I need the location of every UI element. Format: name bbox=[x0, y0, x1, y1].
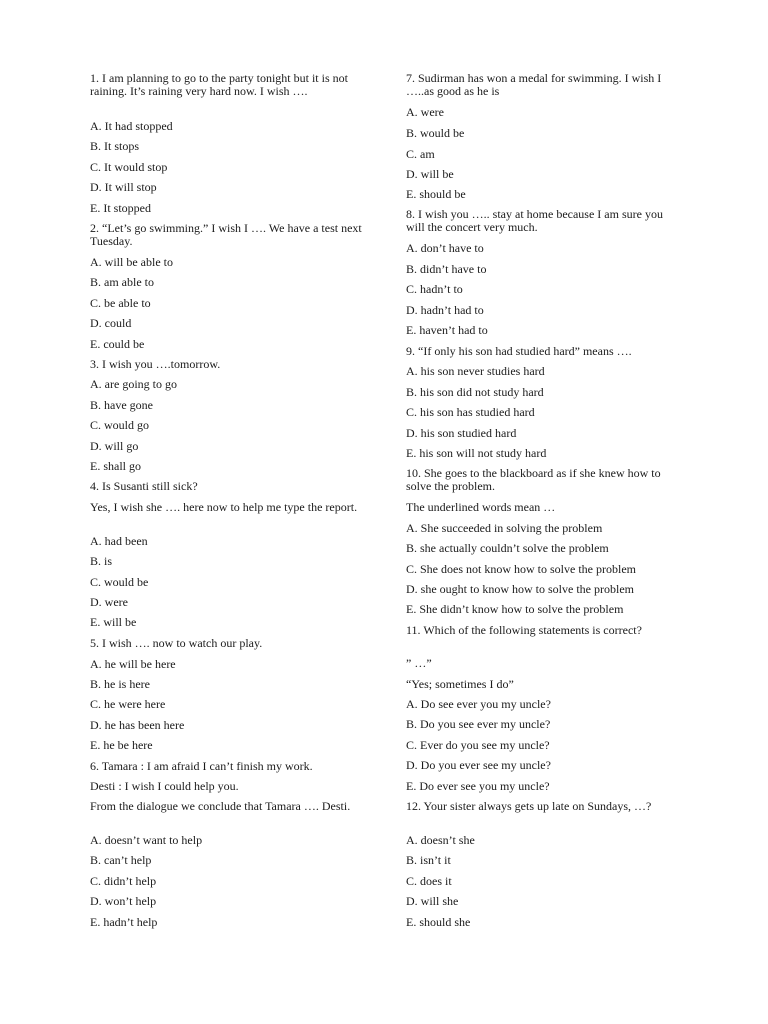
answer-option: D. were bbox=[90, 595, 128, 609]
answer-option: B. isn’t it bbox=[406, 853, 451, 867]
answer-option: A. will be able to bbox=[90, 255, 173, 269]
question-text: 5. I wish …. now to watch our play. bbox=[90, 636, 263, 650]
answer-option: B. didn’t have to bbox=[406, 262, 487, 276]
answer-option: A. are going to go bbox=[90, 377, 177, 391]
answer-option: E. his son will not study hard bbox=[406, 446, 547, 460]
question-text: 6. Tamara : I am afraid I can’t finish my work. bbox=[90, 759, 313, 773]
answer-option: C. didn’t help bbox=[90, 874, 157, 888]
answer-option: A. his son never studies hard bbox=[406, 364, 545, 378]
answer-option: C. his son has studied hard bbox=[406, 405, 535, 419]
answer-option: C. She does not know how to solve the problem bbox=[406, 562, 636, 576]
answer-option: E. hadn’t help bbox=[90, 915, 158, 929]
question-text: 3. I wish you ….tomorrow. bbox=[90, 357, 221, 371]
answer-option: C. be able to bbox=[90, 296, 151, 310]
answer-option: B. Do you see ever my uncle? bbox=[406, 717, 551, 731]
answer-option: D. will go bbox=[90, 439, 139, 453]
question-text: From the dialogue we conclude that Tamara …. Desti. bbox=[90, 799, 351, 813]
answer-option: C. would go bbox=[90, 418, 150, 432]
answer-option: B. have gone bbox=[90, 398, 153, 412]
answer-option: B. his son did not study hard bbox=[406, 385, 544, 399]
question-text: 10. She goes to the blackboard as if she knew how to solve the problem. bbox=[406, 466, 664, 493]
answer-option: C. would be bbox=[90, 575, 149, 589]
question-text: 12. Your sister always gets up late on Sundays, …? bbox=[406, 799, 652, 813]
answer-option: C. he were here bbox=[90, 697, 166, 711]
question-text: Desti : I wish I could help you. bbox=[90, 779, 239, 793]
question-text: 9. “If only his son had studied hard” means …. bbox=[406, 344, 632, 358]
answer-option: B. am able to bbox=[90, 275, 154, 289]
answer-option: D. will be bbox=[406, 167, 454, 181]
question-text: 11. Which of the following statements is correct? bbox=[406, 623, 642, 637]
answer-option: C. Ever do you see my uncle? bbox=[406, 738, 550, 752]
answer-option: D. his son studied hard bbox=[406, 426, 517, 440]
question-text: “Yes; sometimes I do” bbox=[406, 677, 514, 691]
answer-option: A. doesn’t she bbox=[406, 833, 475, 847]
question-text: The underlined words mean … bbox=[406, 500, 556, 514]
question-text: 2. “Let’s go swimming.” I wish I …. We have a test next Tuesday. bbox=[90, 221, 365, 248]
answer-option: A. It had stopped bbox=[90, 119, 173, 133]
question-text: ” …” bbox=[406, 656, 432, 670]
answer-option: C. am bbox=[406, 147, 435, 161]
answer-option: C. does it bbox=[406, 874, 452, 888]
answer-option: A. were bbox=[406, 105, 444, 119]
answer-option: E. haven’t had to bbox=[406, 323, 488, 337]
answer-option: A. don’t have to bbox=[406, 241, 484, 255]
answer-option: D. could bbox=[90, 316, 132, 330]
answer-option: D. Do you ever see my uncle? bbox=[406, 758, 551, 772]
answer-option: B. would be bbox=[406, 126, 465, 140]
answer-option: E. could be bbox=[90, 337, 145, 351]
answer-option: E. It stopped bbox=[90, 201, 151, 215]
answer-option: D. won’t help bbox=[90, 894, 157, 908]
question-text: 7. Sudirman has won a medal for swimming. I wish I …..as good as he is bbox=[406, 71, 665, 98]
answer-option: B. can’t help bbox=[90, 853, 152, 867]
answer-option: C. hadn’t to bbox=[406, 282, 463, 296]
answer-option: E. should be bbox=[406, 187, 466, 201]
answer-option: D. hadn’t had to bbox=[406, 303, 484, 317]
answer-option: E. should she bbox=[406, 915, 471, 929]
answer-option: D. will she bbox=[406, 894, 459, 908]
answer-option: B. he is here bbox=[90, 677, 150, 691]
answer-option: A. he will be here bbox=[90, 657, 176, 671]
answer-option: E. will be bbox=[90, 615, 137, 629]
answer-option: A. had been bbox=[90, 534, 148, 548]
answer-option: B. she actually couldn’t solve the problem bbox=[406, 541, 609, 555]
question-text: Yes, I wish she …. here now to help me type the report. bbox=[90, 500, 358, 514]
question-text: 1. I am planning to go to the party tonight but it is not raining. It’s raining very hard now. I wish …. bbox=[90, 71, 351, 98]
answer-option: E. shall go bbox=[90, 459, 141, 473]
answer-option: B. It stops bbox=[90, 139, 140, 153]
question-text: 8. I wish you ….. stay at home because I am sure you will the concert very much. bbox=[406, 207, 666, 234]
answer-option: A. She succeeded in solving the problem bbox=[406, 521, 603, 535]
answer-option: D. he has been here bbox=[90, 718, 185, 732]
answer-option: E. She didn’t know how to solve the problem bbox=[406, 602, 624, 616]
answer-option: D. It will stop bbox=[90, 180, 157, 194]
answer-option: A. doesn’t want to help bbox=[90, 833, 203, 847]
answer-option: E. Do ever see you my uncle? bbox=[406, 779, 550, 793]
answer-option: C. It would stop bbox=[90, 160, 168, 174]
answer-option: A. Do see ever you my uncle? bbox=[406, 697, 551, 711]
answer-option: E. he be here bbox=[90, 738, 153, 752]
question-text: 4. Is Susanti still sick? bbox=[90, 479, 198, 493]
answer-option: B. is bbox=[90, 554, 113, 568]
answer-option: D. she ought to know how to solve the problem bbox=[406, 582, 634, 596]
